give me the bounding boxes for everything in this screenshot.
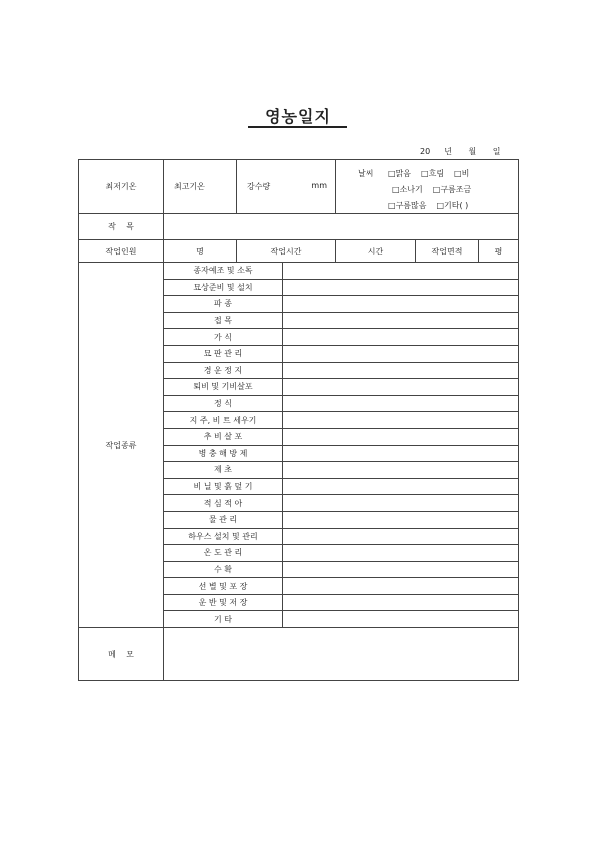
task-entry-cell[interactable] — [283, 362, 519, 379]
crop-label-cell — [79, 214, 164, 240]
task-name-cell — [164, 312, 283, 329]
task-name-cell — [164, 578, 283, 595]
rainfall-cell[interactable] — [237, 160, 336, 214]
task-entry-cell[interactable] — [283, 428, 519, 445]
task-name: 수 확 — [214, 564, 232, 574]
min-temp-cell[interactable] — [79, 160, 164, 214]
conditions-row — [79, 160, 519, 214]
weather-cell[interactable] — [336, 160, 519, 214]
weather-checkbox-option[interactable]: □맑음 — [388, 169, 412, 178]
task-name-cell — [164, 594, 283, 611]
task-name-cell — [164, 279, 283, 296]
task-name: 병 충 해 방 제 — [198, 448, 248, 458]
task-name: 하우스 설치 및 관리 — [188, 531, 258, 541]
task-name: 가 식 — [214, 332, 232, 342]
task-name-cell — [164, 478, 283, 495]
task-type-label-cell — [79, 263, 164, 628]
task-name-cell — [164, 528, 283, 545]
max-temp-cell[interactable] — [164, 160, 237, 214]
task-name: 추 비 살 포 — [203, 432, 243, 442]
weather-box — [336, 160, 518, 213]
hours-unit: 시간 — [367, 246, 384, 256]
work-info-row — [79, 240, 519, 263]
crop-value-cell[interactable] — [164, 214, 519, 240]
task-name-cell — [164, 345, 283, 362]
date-year-prefix: 20 — [420, 147, 431, 156]
task-name-cell — [164, 395, 283, 412]
task-name: 파 종 — [214, 299, 232, 309]
task-name: 묘 판 관 리 — [203, 349, 243, 359]
date-month: 월 — [468, 147, 477, 156]
task-name: 종자예조 및 소독 — [193, 266, 253, 276]
task-entry-cell[interactable] — [283, 279, 519, 296]
weather-checkbox-option[interactable]: □소나기 — [392, 185, 423, 194]
memo-row — [79, 628, 519, 681]
task-name-cell — [164, 445, 283, 462]
crop-row — [79, 214, 519, 240]
workers-value-cell[interactable] — [164, 240, 237, 263]
task-entry-cell[interactable] — [283, 495, 519, 512]
task-entry-cell[interactable] — [283, 312, 519, 329]
task-entry-cell[interactable] — [283, 345, 519, 362]
task-name-cell — [164, 611, 283, 628]
task-name: 기 타 — [214, 614, 232, 624]
task-entry-cell[interactable] — [283, 296, 519, 313]
task-name: 지 주, 비 트 세우기 — [189, 415, 257, 425]
weather-options-line — [392, 184, 481, 195]
hours-label-cell — [237, 240, 336, 263]
weather-options-line — [388, 168, 479, 179]
rainfall-unit: mm — [311, 181, 328, 190]
task-entry-cell[interactable] — [283, 528, 519, 545]
task-name: 비 닐 및 흙 덮 기 — [193, 482, 253, 492]
weather-checkbox-option[interactable]: □비 — [454, 169, 470, 178]
task-row — [79, 263, 519, 280]
task-name-cell — [164, 511, 283, 528]
task-name-cell — [164, 462, 283, 479]
hours-value-cell[interactable] — [336, 240, 416, 263]
weather-checkbox-option[interactable]: □흐림 — [421, 169, 445, 178]
date-year: 년 — [444, 147, 452, 156]
task-entry-cell[interactable] — [283, 611, 519, 628]
task-name-cell — [164, 329, 283, 346]
task-name-cell — [164, 412, 283, 429]
task-name-cell — [164, 263, 283, 280]
task-entry-cell[interactable] — [283, 379, 519, 396]
task-name-cell — [164, 379, 283, 396]
task-name: 온 도 관 리 — [203, 548, 243, 558]
weather-checkbox-option[interactable]: □구름조금 — [432, 185, 472, 194]
task-entry-cell[interactable] — [283, 545, 519, 562]
page-title: 영농일지 — [265, 107, 331, 126]
task-entry-cell[interactable] — [283, 263, 519, 280]
task-name-cell — [164, 545, 283, 562]
workers-label-cell — [79, 240, 164, 263]
weather-checkbox-option[interactable]: □구름많음 — [388, 201, 427, 210]
area-label-box — [416, 240, 479, 262]
min-temp-label: 최저기온 — [105, 182, 137, 191]
memo-label-cell — [79, 628, 164, 681]
task-name: 묘상준비 및 설치 — [193, 282, 253, 292]
task-entry-cell[interactable] — [283, 561, 519, 578]
task-name-cell — [164, 495, 283, 512]
task-name: 운 반 및 저 장 — [198, 598, 248, 608]
area-label: 작업면적 — [431, 246, 463, 256]
task-entry-cell[interactable] — [283, 511, 519, 528]
rainfall-label: 강수량 — [247, 182, 271, 191]
weather-checkbox-option[interactable]: □기타( ) — [436, 201, 469, 210]
task-name: 선 별 및 포 장 — [198, 581, 248, 591]
task-entry-cell[interactable] — [283, 478, 519, 495]
task-name-cell — [164, 561, 283, 578]
task-name: 퇴비 및 기비살포 — [193, 382, 253, 392]
memo-entry-cell[interactable] — [164, 628, 519, 681]
task-name-cell — [164, 296, 283, 313]
area-cell[interactable] — [416, 240, 519, 263]
task-entry-cell[interactable] — [283, 462, 519, 479]
area-unit: 평 — [494, 246, 503, 256]
task-entry-cell[interactable] — [283, 395, 519, 412]
title-underline — [248, 126, 347, 128]
task-entry-cell[interactable] — [283, 578, 519, 595]
area-value-box[interactable] — [479, 240, 518, 262]
weather-label: 날씨 — [358, 169, 374, 178]
date-day: 일 — [492, 147, 501, 156]
task-name-cell — [164, 428, 283, 445]
memo-label: 메 모 — [108, 649, 134, 659]
max-temp-label: 최고기온 — [174, 182, 205, 191]
workers-label: 작업인원 — [105, 246, 137, 256]
task-entry-cell[interactable] — [283, 412, 519, 429]
task-name: 정 식 — [214, 399, 232, 409]
task-name: 접 목 — [214, 316, 232, 326]
weather-options-line — [388, 200, 478, 211]
task-name-cell — [164, 362, 283, 379]
task-entry-cell[interactable] — [283, 445, 519, 462]
task-name: 제 초 — [214, 465, 232, 475]
task-entry-cell[interactable] — [283, 329, 519, 346]
crop-label: 작 목 — [108, 222, 134, 231]
task-type-label: 작업종류 — [105, 440, 137, 450]
task-name: 적 심 적 아 — [203, 498, 243, 508]
task-name: 물 관 리 — [208, 515, 238, 525]
task-name: 경 운 정 지 — [203, 365, 243, 375]
hours-label: 작업시간 — [270, 246, 302, 256]
farm-log-table — [78, 159, 519, 681]
date-line — [420, 146, 526, 157]
task-entry-cell[interactable] — [283, 594, 519, 611]
workers-unit: 명 — [196, 246, 204, 256]
